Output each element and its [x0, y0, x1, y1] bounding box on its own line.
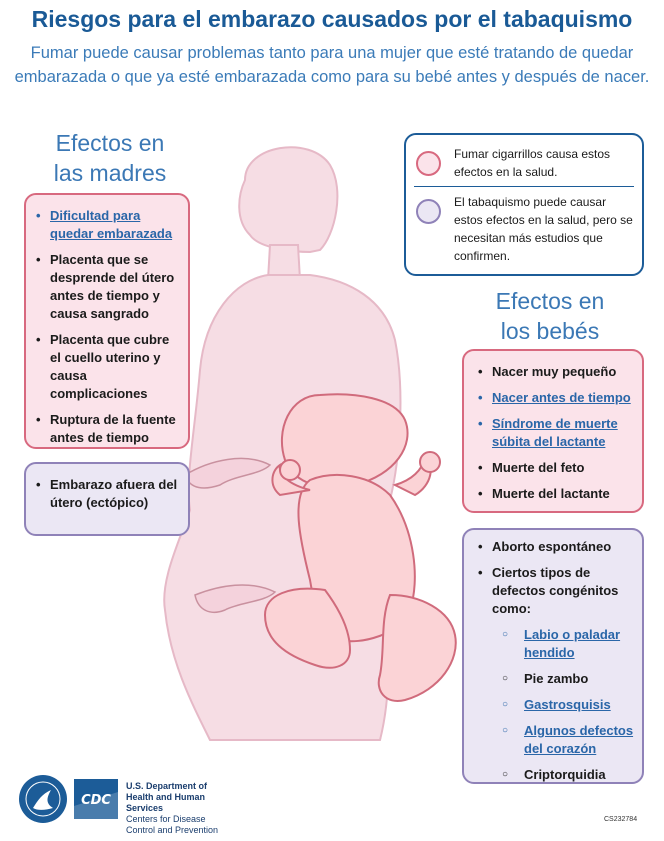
list-item: • Nacer muy pequeño	[474, 363, 634, 381]
babies-heading-line2: los bebés	[500, 318, 600, 344]
hhs-seal-icon	[18, 772, 68, 826]
link-labio-paladar-hendido[interactable]: ○ Labio o paladar hendido	[498, 626, 634, 662]
list-item: • Muerte del feto	[474, 459, 634, 477]
cdc-line1: Centers for Disease	[126, 814, 206, 824]
list-item: • Placenta que cubre el cuello uterino y causa complicaciones	[32, 331, 180, 403]
legend-possible-row	[416, 193, 634, 265]
legend-box	[404, 133, 644, 276]
mothers-possible-effects-box	[24, 462, 190, 536]
purple-circle-icon	[416, 199, 441, 224]
document-code: CS232784	[604, 816, 638, 823]
link-nacer-antes-de-tiempo[interactable]: • Nacer antes de tiempo	[474, 389, 634, 407]
mothers-known-effects-box	[24, 193, 190, 449]
list-item: ○ Criptorquidia	[498, 766, 634, 784]
page-subtitle: Fumar puede causar problemas tanto para una mujer que esté tratando de quedar embarazada o que ya esté embarazada como para su bebé antes y después de nacer.	[14, 44, 650, 86]
cdc-logo-icon	[73, 778, 119, 820]
list-item: • Muerte del lactante	[474, 485, 634, 503]
link-dificultad-embarazo[interactable]: • Dificultad para quedar embarazada	[32, 207, 180, 243]
list-item: • Aborto espontáneo	[474, 538, 634, 556]
list-item: • Ciertos tipos de defectos congénitos como:	[474, 564, 634, 618]
mothers-heading-line2: las madres	[53, 160, 167, 186]
link-sindrome-muerte-subita[interactable]: • Síndrome de muerte súbita del lactante	[474, 415, 634, 451]
legend-divider	[414, 186, 634, 187]
link-defectos-corazon[interactable]: ○ Algunos defectos del corazón	[498, 722, 634, 758]
babies-heading-line1: Efectos en	[495, 288, 605, 314]
mothers-heading	[30, 128, 190, 188]
hhs-line2: Health and Human Services	[126, 792, 206, 813]
list-item: ○ Pie zambo	[498, 670, 634, 688]
list-item: • Embarazo afuera del útero (ectópico)	[32, 476, 180, 512]
footer-logos	[18, 772, 228, 835]
page-title: Riesgos para el embarazo causados por el tabaquismo	[31, 6, 633, 32]
babies-heading	[470, 286, 630, 346]
cdc-logo-text: CDC	[81, 793, 111, 808]
cdc-line2: Control and Prevention	[126, 825, 219, 835]
list-item: • Ruptura de la fuente antes de tiempo	[32, 411, 180, 447]
hhs-line1: U.S. Department of	[126, 781, 208, 791]
legend-known-row	[416, 145, 634, 181]
babies-known-effects-box	[462, 349, 644, 513]
list-item: • Placenta que se desprende del útero antes de tiempo y causa sangrado	[32, 251, 180, 323]
agency-text	[126, 781, 228, 836]
legend-known-text: Fumar cigarrillos causa estos efectos en la salud.	[454, 147, 611, 179]
legend-possible-text: El tabaquismo puede causar estos efectos en la salud, pero se necesitan más estudios que confirmen.	[454, 195, 633, 263]
link-gastrosquisis[interactable]: ○ Gastrosquisis	[498, 696, 634, 714]
pink-circle-icon	[416, 151, 441, 176]
babies-possible-effects-box	[462, 528, 644, 784]
mothers-heading-line1: Efectos en	[55, 130, 165, 156]
